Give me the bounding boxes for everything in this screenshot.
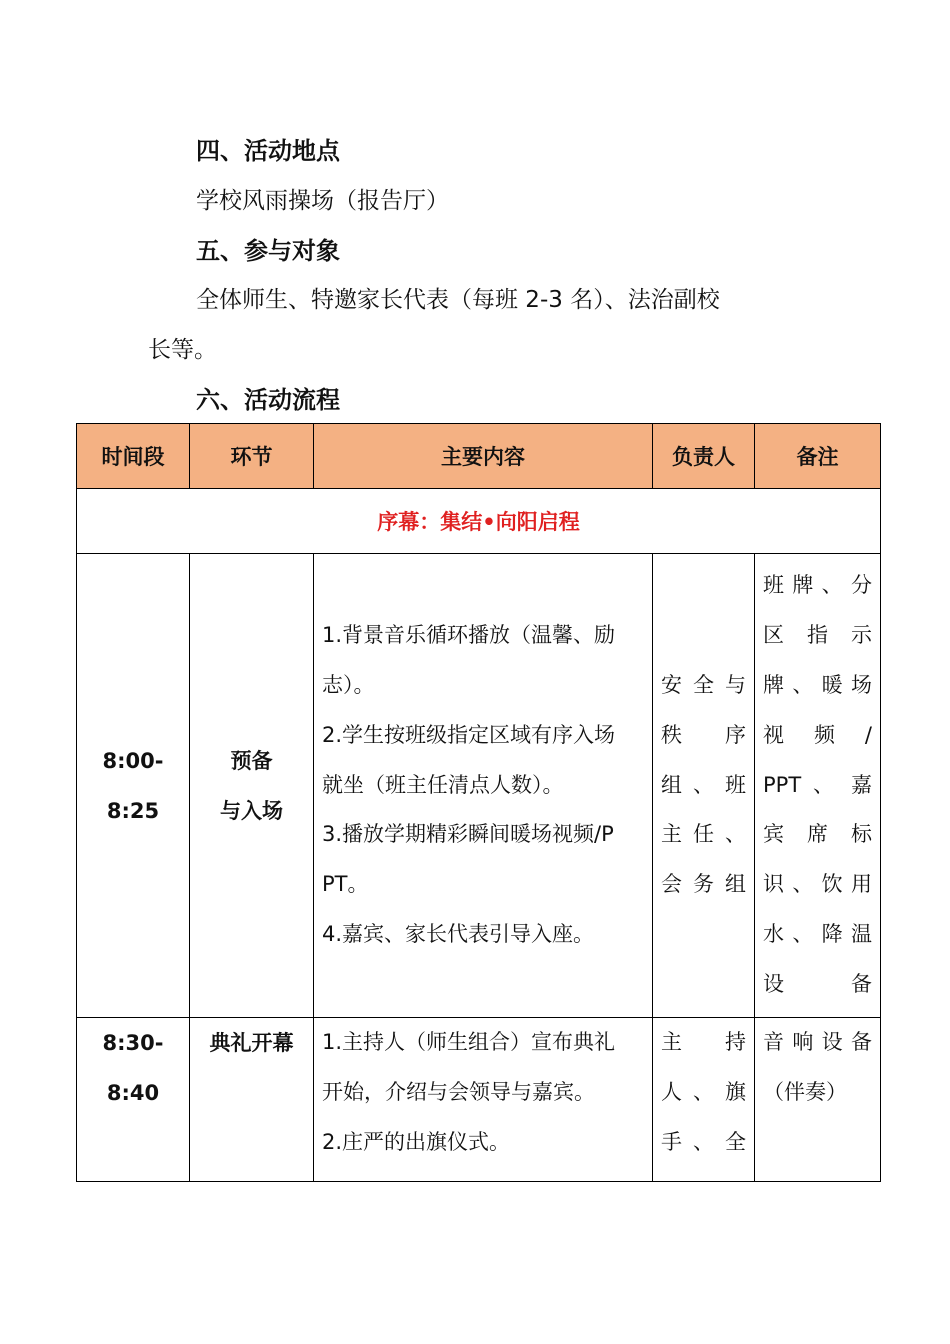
row1-content-line: 4.嘉宾、家长代表引导入座。 (322, 921, 595, 946)
table-header-row (77, 424, 881, 489)
row1-stage-line2: 与入场 (220, 798, 283, 823)
row1-stage (190, 554, 314, 1018)
location-text: 学校风雨操场（报告厅） (196, 188, 449, 214)
row2-time-start: 8:30- (102, 1031, 164, 1055)
row1-note-line: 识、饮用 (763, 872, 872, 897)
row1-note-line: PPT 、 嘉 (763, 772, 872, 797)
row2-owner-line: 手、全 (661, 1129, 746, 1154)
row1-note-line: 牌、暖场 (763, 673, 872, 697)
row1-owner-line: 安全与 (661, 673, 746, 697)
row2-note (755, 1018, 881, 1182)
table-row (77, 554, 881, 1018)
row2-note-line: （伴奏） (763, 1079, 847, 1104)
row1-time-start: 8:00- (102, 748, 164, 773)
row1-note-line: 宾 席 标 (763, 822, 872, 847)
row1-note-line: 班牌、分 (763, 573, 872, 598)
header-stage: 环节 (190, 424, 314, 489)
row1-content-line: 2.学生按班级指定区域有序入场 (322, 722, 616, 747)
row1-owner-line: 主任、 (661, 822, 746, 847)
row1-content-line: 就坐（班主任清点人数）。 (322, 772, 564, 797)
row1-content (314, 554, 653, 1018)
section-title-row (77, 489, 881, 554)
row1-owner-line: 会务组 (661, 872, 746, 897)
row1-note-line: 设备 (763, 971, 872, 996)
row2-owner-line: 主 持 (661, 1030, 746, 1054)
row2-content-line: 1.主持人（师生组合）宣布典礼 (322, 1030, 616, 1054)
header-note: 备注 (755, 424, 881, 489)
row1-content-line: 1.背景音乐循环播放（温馨、励 (322, 623, 616, 648)
row1-note (755, 554, 881, 1018)
row1-owner (653, 554, 755, 1018)
header-owner: 负责人 (653, 424, 755, 489)
row2-time (77, 1018, 190, 1182)
row1-content-line: 志）。 (322, 673, 375, 697)
row2-note-line: 音响设备 (763, 1030, 872, 1054)
row2-content (314, 1018, 653, 1182)
table-row (77, 1018, 881, 1182)
row2-owner-line: 人、旗 (661, 1079, 746, 1104)
participants-text-line1: 全体师生、特邀家长代表（每班 2-3 名）、法治副校 (196, 287, 720, 313)
row1-stage-line1: 预备 (230, 748, 273, 773)
row2-time-end: 8:40 (106, 1081, 160, 1105)
row1-content-line: PT。 (322, 872, 369, 897)
row1-note-line: 区 指 示 (763, 623, 872, 648)
row1-owner-line: 秩 序 (661, 722, 746, 747)
flow-heading: 六、活动流程 (196, 386, 340, 414)
participants-text-line2: 长等。 (148, 337, 217, 363)
location-heading: 四、活动地点 (196, 137, 340, 165)
row1-content-line: 3.播放学期精彩瞬间暖场视频/P (322, 822, 614, 847)
section-title: 序幕：集结•向阳启程 (77, 489, 881, 554)
row2-content-line: 2.庄严的出旗仪式。 (322, 1129, 511, 1154)
row2-owner (653, 1018, 755, 1182)
header-content: 主要内容 (314, 424, 653, 489)
row1-time-end: 8:25 (106, 798, 160, 823)
activity-flow-table (76, 423, 881, 1182)
header-time: 时间段 (77, 424, 190, 489)
row1-time (77, 554, 190, 1018)
row1-note-line: 视 频 / (763, 722, 872, 747)
row1-note-line: 水、降温 (763, 921, 872, 946)
row2-stage: 典礼开幕 (190, 1018, 314, 1182)
participants-heading: 五、参与对象 (196, 237, 340, 265)
row1-owner-line: 组、班 (661, 772, 746, 797)
row2-content-line: 开始，介绍与会领导与嘉宾。 (322, 1079, 595, 1104)
